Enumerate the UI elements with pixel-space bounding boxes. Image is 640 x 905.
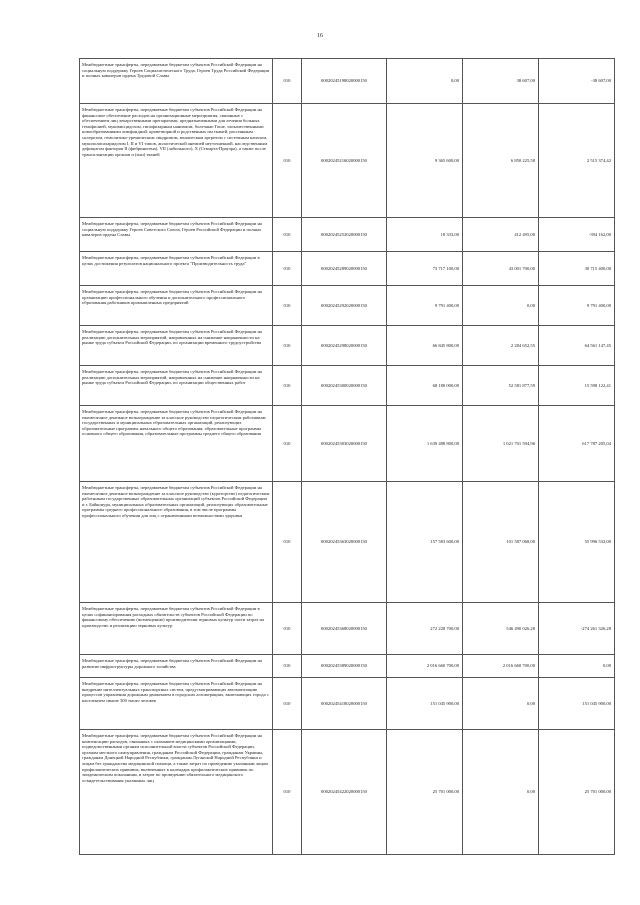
table-row — [80, 603, 615, 655]
row-description: Межбюджетные трансферты, передаваемые бюджетам субъектов Российской Федерации на социальную поддержку Героев Советского Союза, Героев Российской Федерации и полных кавалеров ордена Славы — [80, 218, 273, 252]
approved-amount: 18 333,00 — [387, 218, 463, 252]
executed-amount: 0,00 — [463, 286, 539, 326]
budget-classification-code: 00020245216020000150 — [302, 104, 387, 218]
row-description: Межбюджетные трансферты, передаваемые бюджетам субъектов Российской Федерации на организацию профессионального обучения и дополнительного профессионального образования работников промышленных предприятий — [80, 286, 273, 326]
approved-amount: 0,00 — [387, 59, 463, 104]
executed-amount: 546 490 026,28 — [463, 603, 539, 655]
difference-amount: 617 787 205,04 — [539, 406, 615, 482]
approved-amount: 9 791 400,00 — [387, 286, 463, 326]
executed-amount: 2 016 660 700,00 — [463, 655, 539, 678]
row-description: Межбюджетные трансферты, передаваемые бюджетам субъектов Российской Федерации на развитие инфраструктуры дорожного хозяйства — [80, 655, 273, 678]
ministry-code: 010 — [273, 482, 302, 603]
difference-amount: 0,00 — [539, 655, 615, 678]
table-row — [80, 326, 615, 366]
budget-classification-code: 00020245292020000150 — [302, 286, 387, 326]
table-row — [80, 218, 615, 252]
ministry-code: 010 — [273, 406, 302, 482]
approved-amount: 9 365 600,00 — [387, 104, 463, 218]
row-description: Межбюджетные трансферты, передаваемые бюджетам субъектов Российской Федерации на финансовое обеспечение расходов на организационные мероприятия, связанные с обеспечением лиц лекарственными препаратами, предназначенными для лечения больных гемофилией, муковисцидозом, гипофизарным нанизмом, болезнью Гоше, злокачественными новообразованиями лимфоидной, кроветворной и родственных им тканей, рассеянным склерозом, гемолитико-уремическим синдромом, юношеским артритом с системным началом, мукополисахаридозом I, II и VI типов, апластической анемией неуточненной, наследственным дефицитом факторов II (фибриногена), VII (лабильного), X (Стюарта-Прауэра), а также после трансплантации органов и (или) тканей — [80, 104, 273, 218]
executed-amount: 6 850 225,58 — [463, 104, 539, 218]
table-row — [80, 286, 615, 326]
table-row — [80, 252, 615, 286]
table-row — [80, 104, 615, 218]
row-description: Межбюджетные трансферты, передаваемые бюджетам субъектов Российской Федерации в целях софинансирования расходных обязательств субъектов Российской Федерации по финансовому обеспечению (возмещению) производителям зерновых культур части затрат на производство и реализацию зерновых культур — [80, 603, 273, 655]
budget-classification-code: 00020245252020000150 — [302, 218, 387, 252]
difference-amount: -274 261 326,28 — [539, 603, 615, 655]
ministry-code: 010 — [273, 286, 302, 326]
difference-amount: -394 162,00 — [539, 218, 615, 252]
ministry-code: 010 — [273, 252, 302, 286]
ministry-code: 010 — [273, 326, 302, 366]
budget-table — [79, 58, 615, 855]
row-description: Межбюджетные трансферты, передаваемые бюджетам субъектов Российской Федерации на ежемесячное денежное вознаграждение за классное руководство (кураторство) педагогическим работникам государственных образовательных организаций субъектов Российской Федерации и г. Байконура, муниципальных образовательных организаций, реализующих образовательные программы среднего профессионального образования, в том числе программы профессионального обучения для лиц с ограниченными возможностями здоровья — [80, 482, 273, 603]
executed-amount: 0,00 — [463, 678, 539, 730]
row-description: Межбюджетные трансферты, передаваемые бюджетам субъектов Российской Федерации на реализацию дополнительных мероприятий, направленных на снижение напряженности на рынке труда субъекта Российской Федерации, по организации общественных работ — [80, 366, 273, 406]
budget-classification-code: 00020245389020000150 — [302, 655, 387, 678]
row-description: Межбюджетные трансферты, передаваемые бюджетам субъектов Российской Федерации на внедрение интеллектуальных транспортных систем, предусматривающих автоматизацию процессов управления дорожным движением в городских агломерациях, включающих города с населением свыше 300 тысяч человек — [80, 678, 273, 730]
executed-amount: 101 587 068,00 — [463, 482, 539, 603]
executed-amount: 0,00 — [463, 730, 539, 855]
budget-classification-code: 00020245198020000150 — [302, 59, 387, 104]
approved-amount: 157 583 600,00 — [387, 482, 463, 603]
difference-amount: 30 715 400,00 — [539, 252, 615, 286]
budget-classification-code: 00020245298020000150 — [302, 326, 387, 366]
difference-amount: 64 561 147,45 — [539, 326, 615, 366]
difference-amount: 55 996 532,00 — [539, 482, 615, 603]
ministry-code: 010 — [273, 366, 302, 406]
table-row — [80, 730, 615, 855]
approved-amount: 2 016 660 700,00 — [387, 655, 463, 678]
difference-amount: 15 598 122,41 — [539, 366, 615, 406]
row-description: Межбюджетные трансферты, передаваемые бюджетам субъектов Российской Федерации на социальную поддержку Героев Социалистического Труда, Героев Труда Российской Федерации и полных кавалеров ордена Трудовой Славы — [80, 59, 273, 104]
budget-classification-code: 00020245368020000150 — [302, 603, 387, 655]
difference-amount: 9 791 400,00 — [539, 286, 615, 326]
row-description: Межбюджетные трансферты, передаваемые бюджетам субъектов Российской Федерации в целях достижения результатов национального проекта "Производительность труда" — [80, 252, 273, 286]
difference-amount: -38 607,00 — [539, 59, 615, 104]
executed-amount: 52 581 877,59 — [463, 366, 539, 406]
budget-classification-code: 00020245300020000150 — [302, 366, 387, 406]
ministry-code: 010 — [273, 104, 302, 218]
approved-amount: 1 639 488 800,00 — [387, 406, 463, 482]
approved-amount: 25 701 000,00 — [387, 730, 463, 855]
ministry-code: 010 — [273, 59, 302, 104]
ministry-code: 010 — [273, 730, 302, 855]
approved-amount: 272 228 700,00 — [387, 603, 463, 655]
page-number: 16 — [317, 33, 323, 39]
executed-amount: 38 607,00 — [463, 59, 539, 104]
budget-classification-code: 00020245303020000150 — [302, 406, 387, 482]
executed-amount: 1 021 701 594,96 — [463, 406, 539, 482]
table-row — [80, 406, 615, 482]
approved-amount: 68 180 000,00 — [387, 366, 463, 406]
budget-classification-code: 00020245422020000150 — [302, 730, 387, 855]
row-description: Межбюджетные трансферты, передаваемые бюджетам субъектов Российской Федерации на компенсацию расходов, связанных с оказанием медицинскими организациями, подведомственными органам исполнительной власти субъектов Российской Федерации, органам местного самоуправления, гражданам Российской Федерации, гражданам Украины, гражданам Донецкой Народной Республики, гражданам Луганской Народной Республики и лицам без гражданства медицинской помощи, а также затрат по проведению указанным лицам профилактических прививок, включенных в календарь профилактических прививок по эпидемическим показаниям, и затрат по проведению обязательного медицинского освидетельствования указанных лиц — [80, 730, 273, 855]
approved-amount: 66 845 800,00 — [387, 326, 463, 366]
table-row — [80, 678, 615, 730]
budget-classification-code: 00020245418020000150 — [302, 678, 387, 730]
executed-amount: 2 284 652,55 — [463, 326, 539, 366]
difference-amount: 2 515 374,42 — [539, 104, 615, 218]
executed-amount: 412 495,00 — [463, 218, 539, 252]
difference-amount: 151 045 900,00 — [539, 678, 615, 730]
executed-amount: 43 001 700,00 — [463, 252, 539, 286]
table-row — [80, 366, 615, 406]
ministry-code: 010 — [273, 678, 302, 730]
table-row — [80, 482, 615, 603]
row-description: Межбюджетные трансферты, передаваемые бюджетам субъектов Российской Федерации на ежемесячное денежное вознаграждение за классное руководство педагогическим работникам государственных и муниципальных образовательных организаций, реализующих образовательные программы начального общего образования, образовательные программы основного общего образования, образовательные программы среднего общего образования — [80, 406, 273, 482]
ministry-code: 010 — [273, 655, 302, 678]
table-row — [80, 59, 615, 104]
difference-amount: 25 701 000,00 — [539, 730, 615, 855]
approved-amount: 151 045 900,00 — [387, 678, 463, 730]
ministry-code: 010 — [273, 218, 302, 252]
table-row — [80, 655, 615, 678]
budget-classification-code: 00020245363020000150 — [302, 482, 387, 603]
row-description: Межбюджетные трансферты, передаваемые бюджетам субъектов Российской Федерации на реализацию дополнительных мероприятий, направленных на снижение напряженности на рынке труда субъекта Российской Федерации, по организации временного трудоустройства — [80, 326, 273, 366]
budget-classification-code: 00020245289020000150 — [302, 252, 387, 286]
ministry-code: 010 — [273, 603, 302, 655]
approved-amount: 73 717 100,00 — [387, 252, 463, 286]
